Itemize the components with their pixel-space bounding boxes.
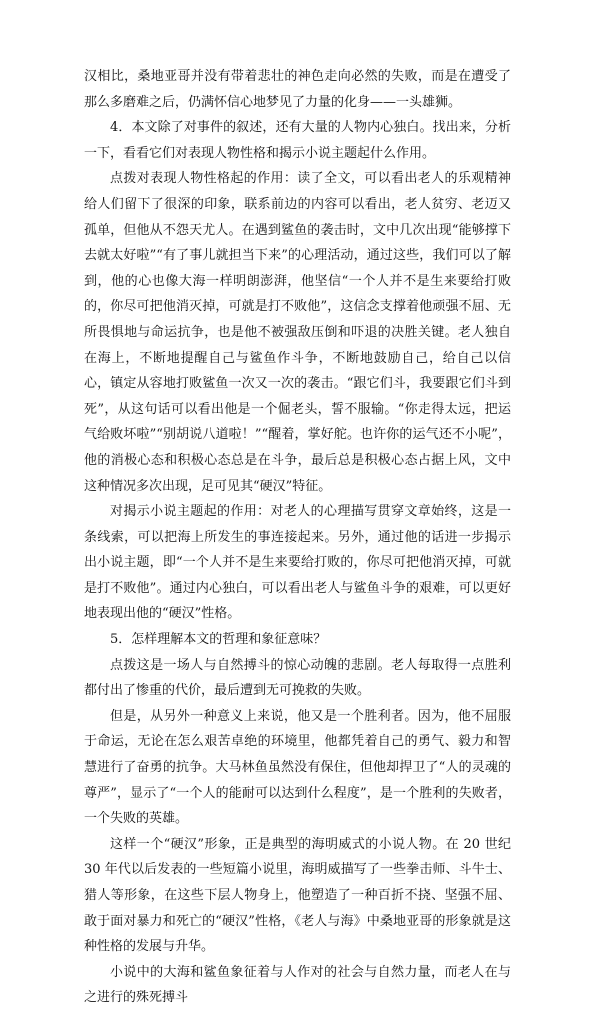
paragraph-intro-continued: 汉相比，桑地亚哥并没有带着悲壮的神色走向必然的失败，而是在遭受了那么多磨难之后，仍满怀信心地梦见了力量的化身——一头雄狮。 <box>84 69 511 110</box>
answer-5-hemingway: 这样一个“硬汉”形象，正是典型的海明威式的小说人物。在 20 世纪 30 年代以后发表的一些短篇小说里，海明威描写了一些拳击师、斗牛士、猎人等形象，在这些下层人物身上，他塑造了一种百折不挠、坚强不屈、敢于面对暴力和死亡的“硬汉”性格，《老人与海》中桑地亚哥的形象就是这种性格的发展与升华。 <box>84 836 511 955</box>
answer-4-character: 点拨对表现人物性格起的作用：读了全文，可以看出老人的乐观精神给人们留下了很深的印象，联系前边的内容可以看出，老人贫穷、老迈又孤单，但他从不怨天尤人。在遇到鲨鱼的袭击时，文中几次出现“能够撑下去就太好啦”“有了事儿就担当下来”的心理活动，通过这些，我们可以了解到，他的心也像大海一样明朗澎湃，他坚信“一个人并不是生来要给打败的，你尽可把他消灭掉，可就是打不败他”，这信念支撑着他顽强不屈、无所畏惧地与命运抗争，也是他不被强敌压倒和吓退的决胜关键。老人独自在海上，不断地提醒自己与鲨鱼作斗争，不断地鼓励自己，给自己以信心，镇定从容地打败鲨鱼一次又一次的袭击。“跟它们斗，我要跟它们斗到死”，从这句话可以看出他是一个倔老头，誓不服输。“你走得太远，把运气给败坏啦”“别胡说八道啦！”“醒着，掌好舵。也许你的运气还不小呢”，他的消极心态和积极心态总是在斗争，最后总是积极心态占据上风，文中这种情况多次出现，足可见其“硬汉”特征。 <box>84 171 511 494</box>
answer-5-victor: 但是，从另外一种意义上来说，他又是一个胜利者。因为，他不屈服于命运，无论在怎么艰苦卓绝的环境里，他都凭着自己的勇气、毅力和智慧进行了奋勇的抗争。大马林鱼虽然没有保住，但他却捍卫了“人的灵魂的尊严”，显示了“一个人的能耐可以达到什么程度”，是一个胜利的失败者，一个失败的英雄。 <box>84 708 511 827</box>
question-4: 4．本文除了对事件的叙述，还有大量的人物内心独白。找出来，分析一下，看看它们对表现人物性格和揭示小说主题起什么作用。 <box>84 120 511 161</box>
answer-5-tragedy: 点拨这是一场人与自然搏斗的惊心动魄的悲剧。老人每取得一点胜利都付出了惨重的代价，最后遭到无可挽救的失败。 <box>84 657 511 699</box>
answer-5-symbol: 小说中的大海和鲨鱼象征着与人作对的社会与自然力量，而老人在与之进行的殊死搏斗 <box>84 964 511 1006</box>
answer-4-theme: 对揭示小说主题起的作用：对老人的心理描写贯穿文章始终，这是一条线索，可以把海上所发生的事连接起来。另外，通过他的话进一步揭示出小说主题，即“一个人并不是生来要给打败的，你尽可把他消灭掉，可就是打不败他”。通过内心独白，可以看出老人与鲨鱼斗争的艰难，可以更好地表现出他的“硬汉”性格。 <box>84 504 511 622</box>
question-5: 5．怎样理解本文的哲理和象征意味？ <box>110 632 327 648</box>
